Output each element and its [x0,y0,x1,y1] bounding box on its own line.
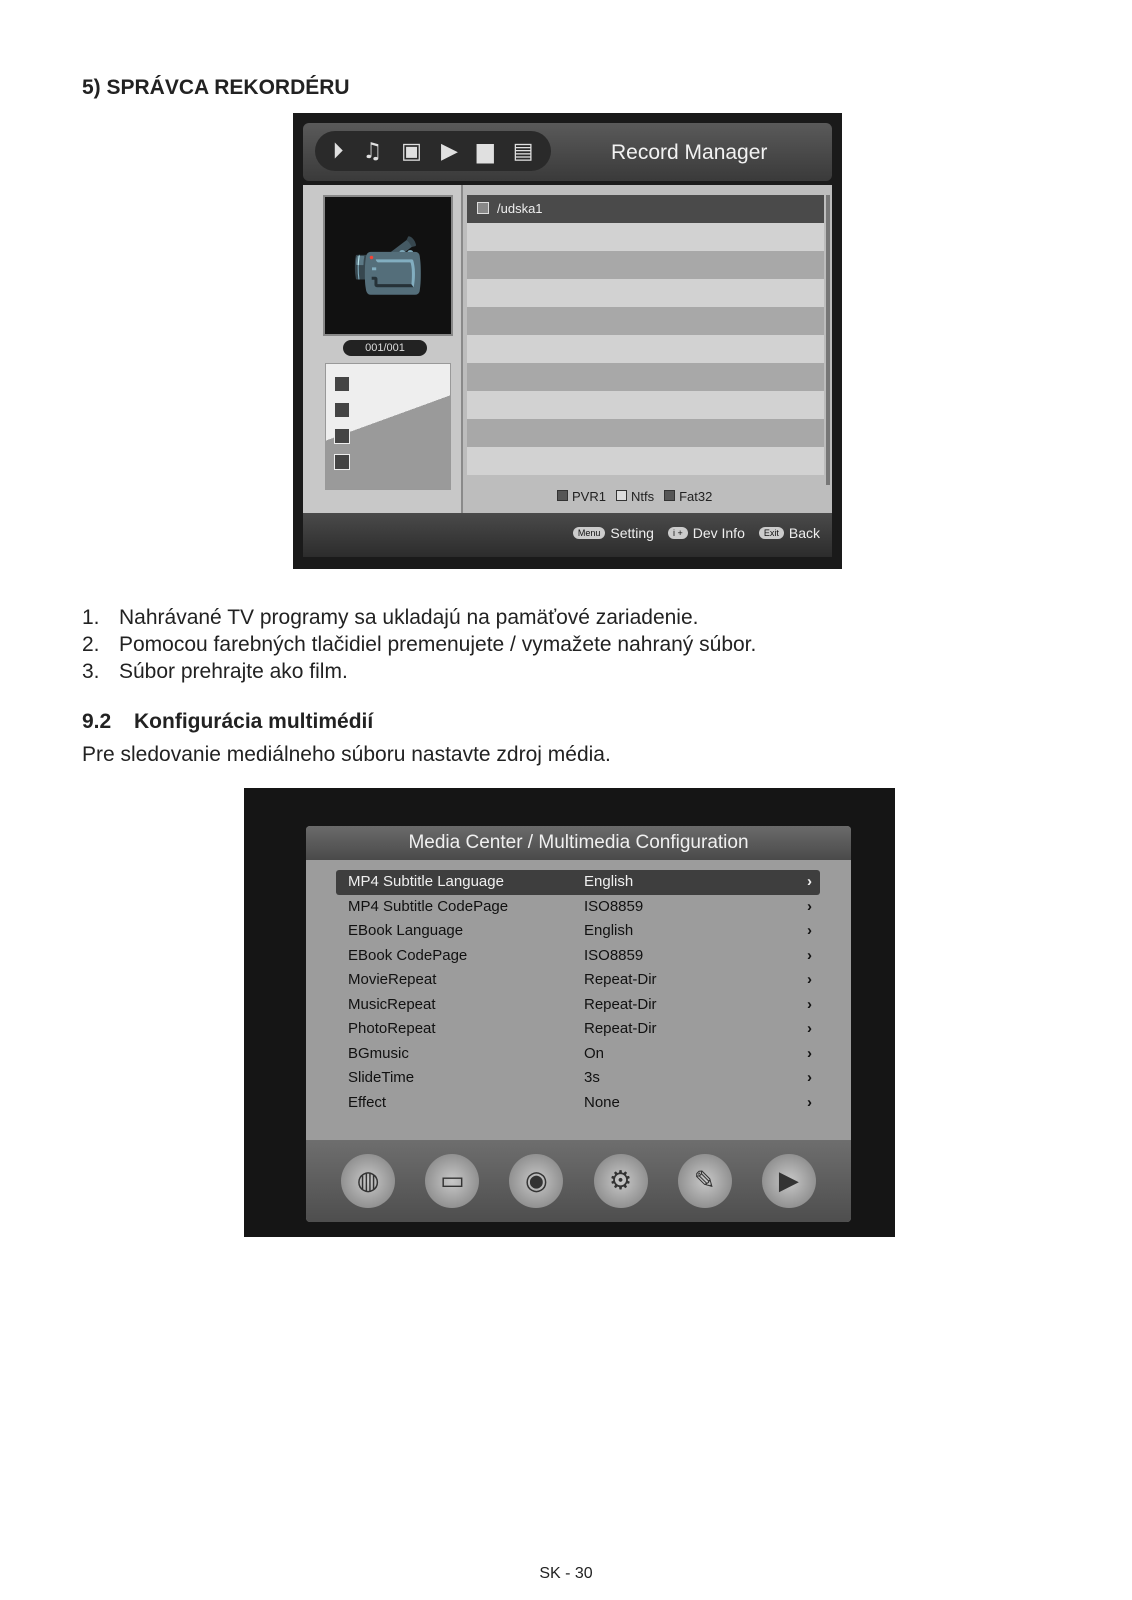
checkbox-icon [477,202,489,214]
config-row[interactable]: MusicRepeat Repeat-Dir › [336,993,820,1018]
chevron-right-icon: › [807,897,812,915]
play-icon[interactable]: ⏵ [332,138,344,164]
config-row[interactable]: SlideTime 3s › [336,1066,820,1091]
chevron-right-icon: › [807,971,812,988]
top-bar [303,123,832,181]
setting-button[interactable]: Menu Setting [573,525,654,541]
preview-panel [303,185,463,513]
person-icon [334,402,350,418]
globe-icon[interactable]: ◍ [341,1154,395,1208]
chevron-right-icon: › [807,922,812,939]
legend-pvr1: PVR1 [557,489,606,504]
legend-ntfs: Ntfs [616,489,654,504]
config-row[interactable]: MP4 Subtitle CodePage ISO8859 › [336,895,820,920]
chevron-right-icon: › [807,995,812,1013]
page-number: SK - 30 [539,1565,593,1582]
bottom-bar [303,513,832,557]
config-row[interactable]: MovieRepeat Repeat-Dir › [336,968,820,993]
list-item[interactable] [467,279,824,307]
subsection-heading: 9.2 Konfigurácia multimédií [82,710,374,733]
legend-fat32: Fat32 [664,489,712,504]
chevron-right-icon: › [807,1044,812,1062]
list-item[interactable] [467,391,824,419]
back-button[interactable]: Exit Back [759,525,820,541]
media-icon[interactable]: ◉ [509,1154,563,1208]
list-item[interactable] [467,307,824,335]
file-list [467,195,824,475]
config-row[interactable]: Effect None › [336,1091,820,1116]
play-icon[interactable]: ▶ [762,1154,816,1208]
file-counter: 001/001 [343,340,427,356]
list-item[interactable] [467,447,824,475]
camcorder-icon: 📹 [350,231,426,301]
music-icon[interactable]: ♫ [362,138,383,164]
media-center-screenshot [244,788,895,1237]
folder-icon[interactable]: ▆ [476,138,494,164]
config-row[interactable]: PhotoRepeat Repeat-Dir › [336,1017,820,1042]
steps-list [82,604,756,685]
paragraph: Pre sledovanie mediálneho súboru nastavte zdroj média. [82,743,611,766]
list-item: 3. Súbor prehrajte ako film. [82,660,348,683]
list-item[interactable] [467,223,824,251]
config-list [336,870,820,1115]
list-item[interactable] [467,251,824,279]
storage-legend [557,489,712,504]
people-icon [334,454,350,470]
dev-info-button[interactable]: i + Dev Info [668,525,745,541]
list-item: 1. Nahrávané TV programy sa ukladajú na pamäťové zariadenie. [82,606,699,629]
config-panel [306,826,851,1222]
scrollbar[interactable] [826,195,830,485]
screen-title: Record Manager [611,141,768,164]
media-type-icons [315,131,551,171]
video-icon[interactable]: ▶ [440,138,458,164]
screen-title: Media Center / Multimedia Configuration [306,826,851,860]
photo-icon[interactable]: ▣ [401,138,422,164]
tools-icon[interactable]: ✎ [678,1154,732,1208]
help-buttons [573,525,820,541]
list-item[interactable] [467,419,824,447]
list-item[interactable] [467,195,824,223]
config-row[interactable]: EBook Language English › [336,919,820,944]
envelope-icon [334,376,350,392]
file-info-panel [325,363,451,490]
chevron-right-icon: › [807,1093,812,1111]
disk-icon [334,428,350,444]
category-icon-bar [306,1140,851,1222]
list-item: 2. Pomocou farebných tlačidiel premenujete / vymažete nahraný súbor. [82,633,757,656]
config-row[interactable]: BGmusic On › [336,1042,820,1067]
section-heading: 5) SPRÁVCA REKORDÉRU [82,76,350,99]
chevron-right-icon: › [807,946,812,964]
camcorder-thumbnail [323,195,453,336]
record-manager-body [303,185,832,513]
config-row[interactable]: MP4 Subtitle Language English › [336,870,820,895]
record-manager-screenshot [293,113,842,569]
chevron-right-icon: › [807,1020,812,1037]
chevron-right-icon: › [807,873,812,890]
gear-icon[interactable]: ⚙ [594,1154,648,1208]
monitor-icon[interactable]: ▭ [425,1154,479,1208]
config-row[interactable]: EBook CodePage ISO8859 › [336,944,820,969]
ebook-icon[interactable]: ▤ [512,138,534,164]
list-item[interactable] [467,363,824,391]
file-name: /udska1 [497,201,543,216]
chevron-right-icon: › [807,1069,812,1086]
list-item[interactable] [467,335,824,363]
